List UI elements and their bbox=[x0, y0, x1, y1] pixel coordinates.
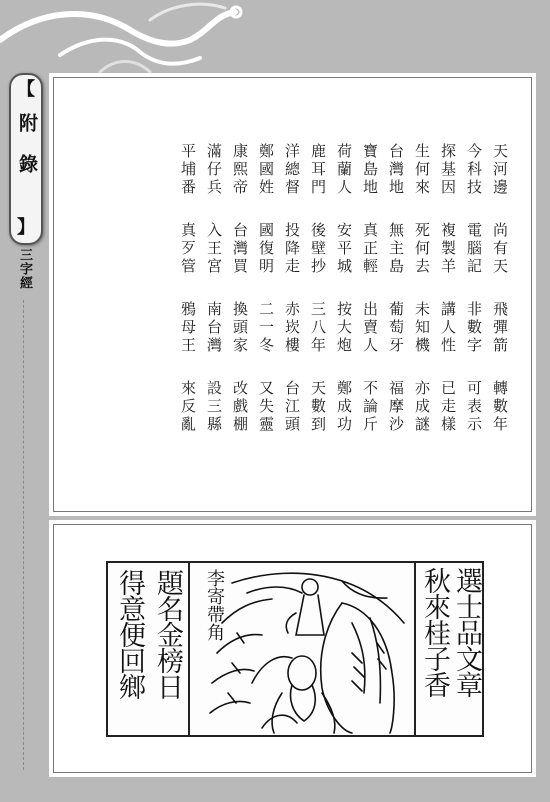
poem-phrase: 寶島地 bbox=[361, 143, 379, 197]
poem-column bbox=[176, 143, 200, 459]
tab-bracket-open: 【 bbox=[17, 79, 35, 100]
poem-phrase: 南台灣 bbox=[205, 301, 223, 355]
poem-phrase: 出賣人 bbox=[361, 301, 379, 355]
poem-phrase: 不論斤 bbox=[361, 380, 379, 434]
poem-phrase: 鄭成功 bbox=[335, 380, 353, 434]
poem-column bbox=[436, 143, 460, 459]
poem-phrase: 非數字 bbox=[465, 301, 483, 355]
poem-phrase: 二一冬 bbox=[257, 301, 275, 355]
poem-phrase: 天數到 bbox=[309, 380, 327, 434]
poem-phrase: 投降走 bbox=[283, 222, 301, 276]
poem-phrase: 台灣地 bbox=[387, 143, 405, 197]
poem-phrase: 真正輕 bbox=[361, 222, 379, 276]
poem-text bbox=[176, 143, 512, 459]
poem-column bbox=[280, 143, 304, 459]
poem-column bbox=[228, 143, 252, 459]
poem-phrase: 國復明 bbox=[257, 222, 275, 276]
poem-phrase: 康熙帝 bbox=[231, 143, 249, 197]
section-title: 附錄 bbox=[16, 113, 38, 195]
poem-phrase: 葡萄牙 bbox=[387, 301, 405, 355]
artist-signature: 李寄帶角 bbox=[204, 569, 225, 641]
poem-phrase: 按大炮 bbox=[335, 301, 353, 355]
book-title: 三字經 bbox=[17, 248, 32, 290]
poem-phrase: 福摩沙 bbox=[387, 380, 405, 434]
poem-phrase: 已走樣 bbox=[439, 380, 457, 434]
poem-phrase: 探基因 bbox=[439, 143, 457, 197]
poem-phrase: 改戲棚 bbox=[231, 380, 249, 434]
scholar-figures-drawing bbox=[192, 563, 412, 735]
poem-phrase: 未知機 bbox=[413, 301, 431, 355]
sidebar-divider bbox=[23, 300, 24, 770]
poem-phrase: 可表示 bbox=[465, 380, 483, 434]
poem-column bbox=[254, 143, 278, 459]
poem-column bbox=[410, 143, 434, 459]
poem-column bbox=[384, 143, 408, 459]
poem-phrase: 入王宮 bbox=[205, 222, 223, 276]
poem-phrase: 三八年 bbox=[309, 301, 327, 355]
poem-phrase: 台灣買 bbox=[231, 222, 249, 276]
section-tab bbox=[9, 73, 43, 245]
poem-phrase: 平埔番 bbox=[179, 143, 197, 197]
poem-phrase: 無主島 bbox=[387, 222, 405, 276]
poem-phrase: 複製羊 bbox=[439, 222, 457, 276]
poem-phrase: 真歹管 bbox=[179, 222, 197, 276]
poem-column bbox=[306, 143, 330, 459]
tab-bracket-close: 】 bbox=[17, 217, 35, 238]
poem-phrase: 亦成謎 bbox=[413, 380, 431, 434]
poem-phrase: 鹿耳門 bbox=[309, 143, 327, 197]
poem-phrase: 尚有天 bbox=[491, 222, 509, 276]
poem-phrase: 生何來 bbox=[413, 143, 431, 197]
poem-phrase: 安平城 bbox=[335, 222, 353, 276]
poem-phrase: 設三縣 bbox=[205, 380, 223, 434]
poem-phrase: 荷蘭人 bbox=[335, 143, 353, 197]
poem-phrase: 後壁抄 bbox=[309, 222, 327, 276]
poem-phrase: 又失靈 bbox=[257, 380, 275, 434]
woodcut-scene bbox=[192, 563, 412, 735]
woodcut-illustration bbox=[106, 561, 484, 737]
poem-phrase: 台江頭 bbox=[283, 380, 301, 434]
poem-phrase: 講人性 bbox=[439, 301, 457, 355]
poem-phrase: 洋總督 bbox=[283, 143, 301, 197]
poem-phrase: 飛彈箭 bbox=[491, 301, 509, 355]
woodcut-right-caption bbox=[414, 563, 482, 735]
poem-phrase: 今科技 bbox=[465, 143, 483, 197]
woodcut-caption-line: 得意便回鄉 bbox=[114, 569, 145, 699]
poem-phrase: 鄭國姓 bbox=[257, 143, 275, 197]
poem-column bbox=[202, 143, 226, 459]
poem-phrase: 赤崁樓 bbox=[283, 301, 301, 355]
poem-column bbox=[358, 143, 382, 459]
poem-phrase: 天河邊 bbox=[491, 143, 509, 197]
illustration-panel bbox=[49, 520, 536, 777]
poem-phrase: 鴉母王 bbox=[179, 301, 197, 355]
decorative-swirl bbox=[0, 0, 300, 75]
poem-column bbox=[488, 143, 512, 459]
woodcut-caption-line: 秋來桂子香 bbox=[419, 567, 450, 697]
woodcut-caption-line: 題名金榜日 bbox=[152, 569, 183, 699]
woodcut-left-caption bbox=[108, 563, 190, 735]
poem-phrase: 死何去 bbox=[413, 222, 431, 276]
poem-phrase: 換頭家 bbox=[231, 301, 249, 355]
poem-panel bbox=[49, 73, 536, 516]
woodcut-caption-line: 選士品文章 bbox=[451, 567, 482, 697]
poem-phrase: 來反亂 bbox=[179, 380, 197, 434]
poem-column bbox=[332, 143, 356, 459]
poem-phrase: 轉數年 bbox=[491, 380, 509, 434]
poem-column bbox=[462, 143, 486, 459]
poem-phrase: 電腦記 bbox=[465, 222, 483, 276]
poem-phrase: 滿仔兵 bbox=[205, 143, 223, 197]
